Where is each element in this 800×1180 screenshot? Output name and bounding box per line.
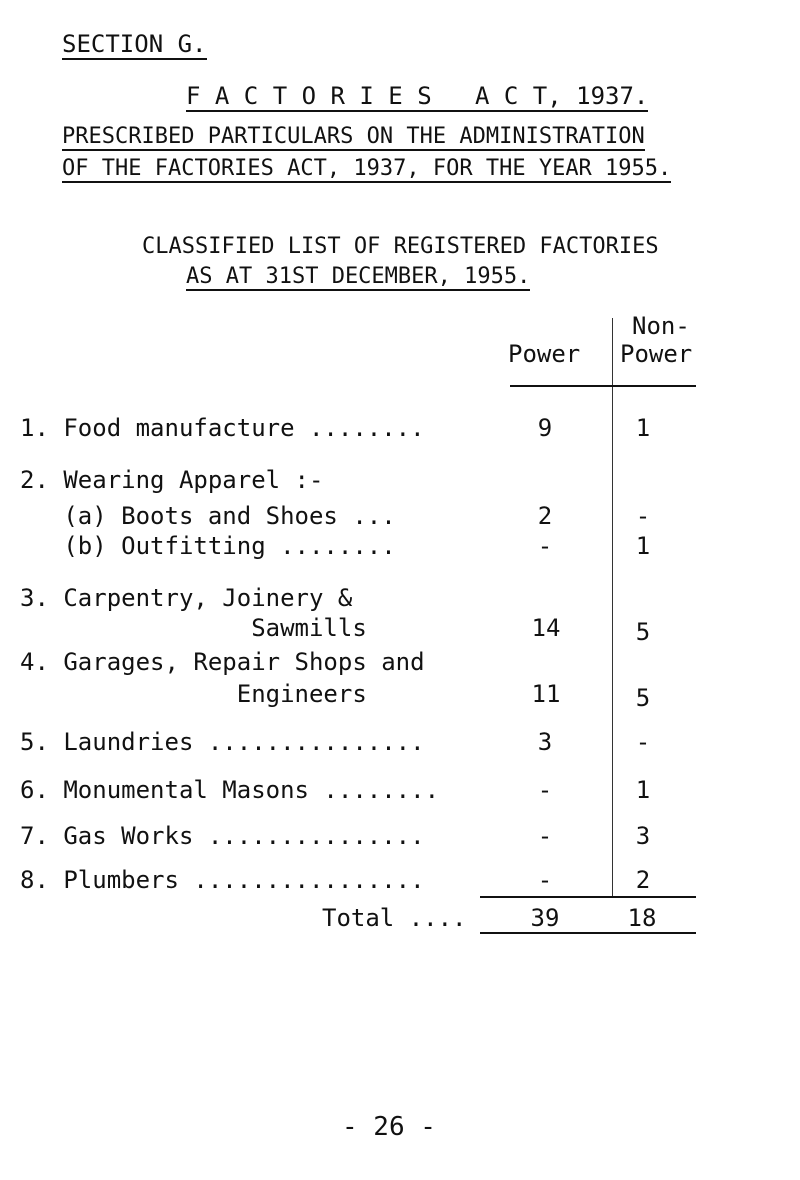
page-number: - 26 - (342, 1112, 436, 1142)
classified-line-2: AS AT 31ST DECEMBER, 1955. (186, 264, 531, 289)
row-label: (a) Boots and Shoes ... (20, 502, 396, 530)
power-value: 11 (531, 680, 561, 708)
row-label: 3. Carpentry, Joinery & (20, 584, 353, 612)
power-value: 9 (537, 414, 553, 442)
nonpower-value: 5 (635, 684, 651, 712)
row-label: 4. Garages, Repair Shops and (20, 648, 425, 676)
classified-line-1: CLASSIFIED LIST OF REGISTERED FACTORIES (142, 234, 659, 259)
row-label: Engineers (20, 680, 367, 708)
subtotal-rule (480, 896, 696, 898)
prescribed-line-2: OF THE FACTORIES ACT, 1937, FOR THE YEAR 1955. (62, 156, 672, 181)
nonpower-value: - (635, 502, 651, 530)
row-label: 5. Laundries ............... (20, 728, 425, 756)
row-label: 7. Gas Works ............... (20, 822, 425, 850)
power-value: 2 (537, 502, 553, 530)
act-title: F A C T O R I E S A C T, 1937. (186, 82, 649, 110)
power-value: - (537, 776, 553, 804)
power-value: 14 (531, 614, 561, 642)
row-label: 8. Plumbers ................ (20, 866, 425, 894)
prescribed-line-1: PRESCRIBED PARTICULARS ON THE ADMINISTRATION (62, 124, 645, 149)
total-nonpower: 18 (627, 904, 657, 932)
col-header-nonpower-1: Non- (632, 312, 690, 340)
col-header-power: Power (508, 340, 581, 368)
nonpower-value: 1 (635, 532, 651, 560)
total-rule (480, 932, 696, 934)
column-divider (612, 318, 613, 898)
section-heading: SECTION G. (62, 30, 207, 58)
total-power: 39 (530, 904, 560, 932)
power-value: - (537, 532, 553, 560)
power-value: - (537, 822, 553, 850)
power-value: - (537, 866, 553, 894)
nonpower-value: - (635, 728, 651, 756)
row-label: 1. Food manufacture ........ (20, 414, 425, 442)
header-rule (510, 385, 696, 387)
nonpower-value: 5 (635, 618, 651, 646)
total-label: Total .... (322, 904, 467, 932)
row-label: (b) Outfitting ........ (20, 532, 396, 560)
power-value: 3 (537, 728, 553, 756)
row-label: 2. Wearing Apparel :- (20, 466, 324, 494)
nonpower-value: 1 (635, 776, 651, 804)
col-header-nonpower-2: Power (620, 340, 693, 368)
nonpower-value: 3 (635, 822, 651, 850)
row-label: Sawmills (20, 614, 367, 642)
nonpower-value: 2 (635, 866, 651, 894)
nonpower-value: 1 (635, 414, 651, 442)
row-label: 6. Monumental Masons ........ (20, 776, 440, 804)
